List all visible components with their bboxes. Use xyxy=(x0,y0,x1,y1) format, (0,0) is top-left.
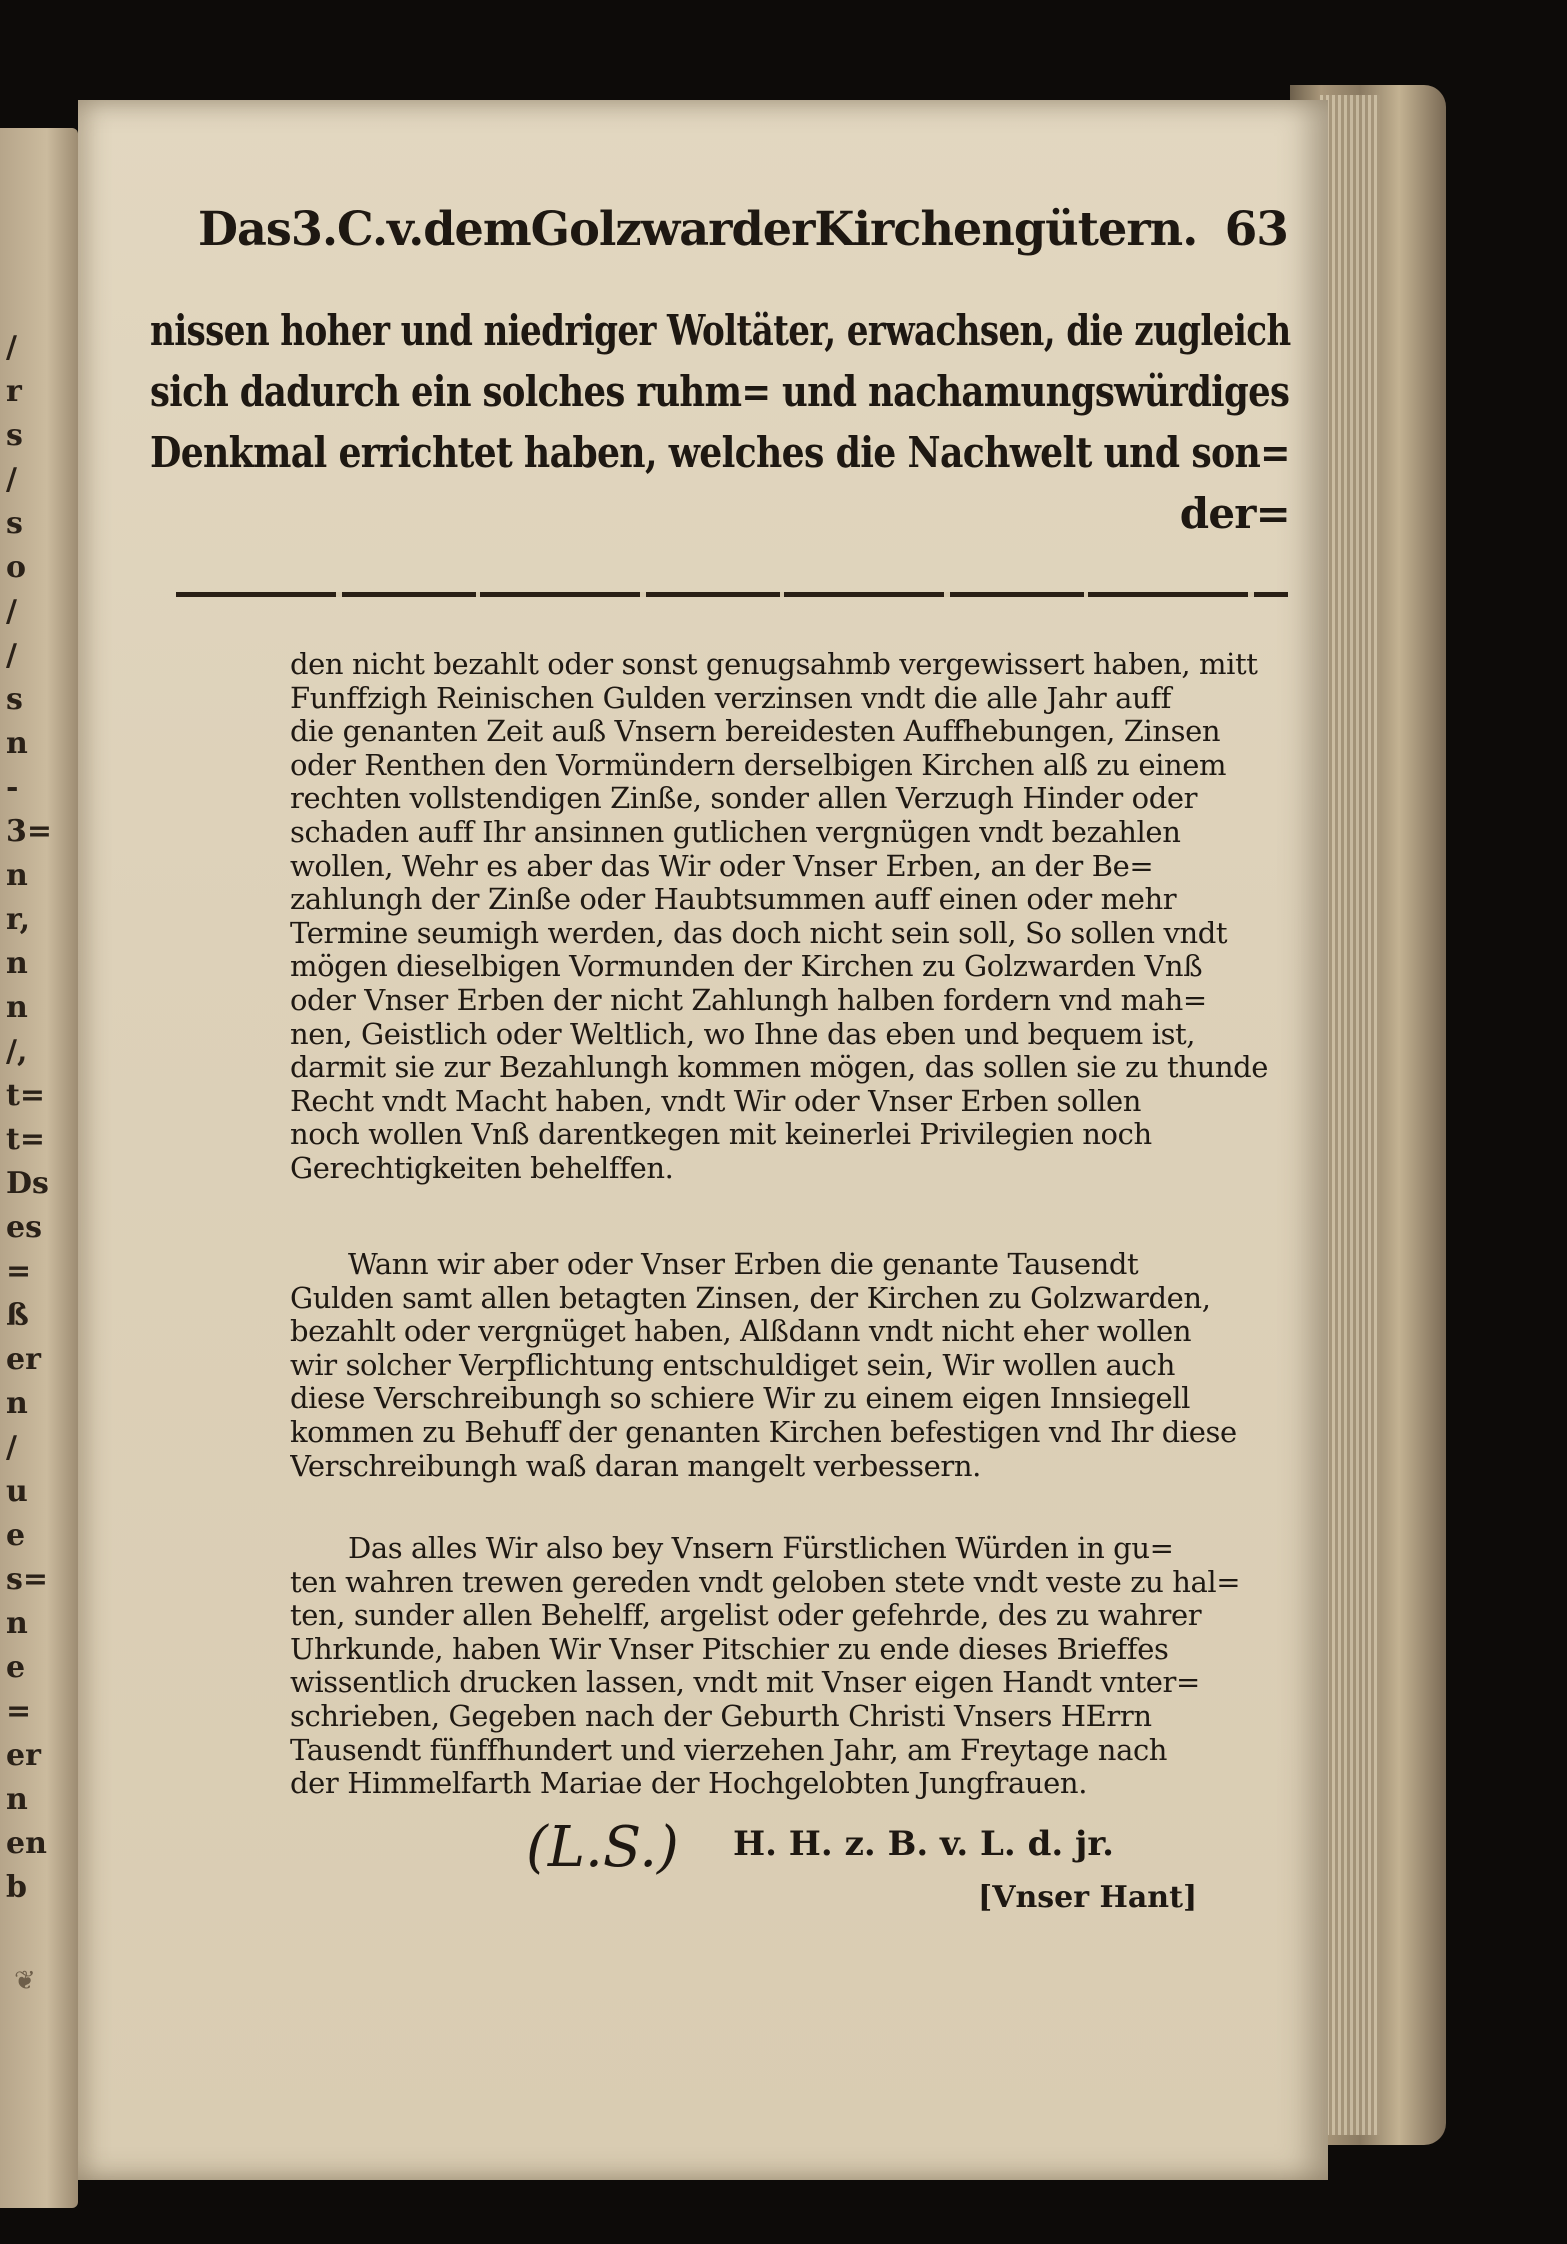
facing-page-glyph: n xyxy=(6,946,28,981)
text-line: Denkmal errichtet haben, welches die Nachwelt und son= xyxy=(150,428,1290,477)
facing-page-glyph: n xyxy=(6,726,28,761)
document-paragraph-3 xyxy=(290,1532,1290,1801)
document-line: ten wahren trewen gereden vndt geloben stete vndt veste zu hal= xyxy=(290,1565,1241,1599)
facing-page-glyph: s xyxy=(6,506,23,541)
document-line: zahlungh der Zinße oder Haubtsummen auff einen oder mehr xyxy=(290,883,1177,917)
fore-edge-pages xyxy=(1320,95,1380,2135)
document-line: kommen zu Behuff der genanten Kirchen befestigen vnd Ihr diese xyxy=(290,1415,1237,1449)
document-line: Funffzigh Reinischen Gulden verzinsen vndt die alle Jahr auff xyxy=(290,681,1172,715)
document-line: nen, Geistlich oder Weltlich, wo Ihne das eben und bequem ist, xyxy=(290,1017,1196,1051)
document-line: Gerechtigkeiten behelffen. xyxy=(290,1151,674,1185)
facing-page-glyph: r xyxy=(6,374,22,409)
document-line: Tausendt fünffhundert und vierzehen Jahr, am Freytage nach xyxy=(290,1733,1168,1767)
facing-page-glyph: = xyxy=(6,1694,32,1729)
facing-page-glyph: / xyxy=(6,638,17,673)
facing-page-glyph: r, xyxy=(6,902,31,937)
facing-page-glyph: n xyxy=(6,1386,28,1421)
running-head xyxy=(198,195,1288,265)
book-page xyxy=(78,100,1328,2180)
facing-page-glyph: en xyxy=(6,1826,47,1861)
document-line: Wann wir aber oder Vnser Erben die genante Tausendt xyxy=(348,1248,1139,1281)
document-line: oder Vnser Erben der nicht Zahlungh halben fordern vnd mah= xyxy=(290,983,1207,1017)
catchword: der= xyxy=(1179,489,1290,538)
facing-page-glyph: e xyxy=(6,1650,26,1685)
facing-page-glyph: er xyxy=(6,1738,41,1773)
facing-page-glyph: t= xyxy=(6,1122,45,1157)
facing-page-glyph: s= xyxy=(6,1562,49,1597)
facing-page-glyph: s xyxy=(6,682,23,717)
stain-mark: ❦ xyxy=(14,1966,36,1996)
document-line: schaden auff Ihr ansinnen gutlichen vergnügen vndt bezahlen xyxy=(290,815,1181,849)
document-line: der Himmelfarth Mariae der Hochgelobten Jungfrauen. xyxy=(290,1767,1088,1801)
document-line: Das alles Wir also bey Vnsern Fürstlichen Würden in gu= xyxy=(348,1532,1174,1565)
document-line: wollen, Wehr es aber das Wir oder Vnser Erben, an der Be= xyxy=(290,849,1154,883)
facing-page-glyph: ß xyxy=(6,1298,29,1333)
document-line: bezahlt oder vergnüget haben, Alßdann vndt nicht eher wollen xyxy=(290,1315,1192,1349)
upper-text-block xyxy=(150,300,1290,544)
document-line: wir solcher Verpflichtung entschuldiget sein, Wir wollen auch xyxy=(290,1348,1175,1382)
document-line: rechten vollstendigen Zinße, sonder allen Verzugh Hinder oder xyxy=(290,782,1198,816)
document-line: Termine seumigh werden, das doch nicht sein soll, So sollen vndt xyxy=(290,916,1228,950)
document-line: wissentlich drucken lassen, vndt mit Vnser eigen Handt vnter= xyxy=(290,1666,1200,1700)
signature-note: [Vnser Hant] xyxy=(978,1880,1198,1915)
document-line: Uhrkunde, haben Wir Vnser Pitschier zu ende dieses Brieffes xyxy=(290,1632,1169,1666)
facing-page-glyph: t= xyxy=(6,1078,45,1113)
document-paragraph-1 xyxy=(290,648,1290,1186)
facing-page-glyph: / xyxy=(6,462,17,497)
document-line: mögen dieselbigen Vormunden der Kirchen zu Golzwarden Vnß xyxy=(290,950,1203,984)
document-line: darmit sie zur Bezahlungh kommen mögen, das sollen sie zu thunde xyxy=(290,1051,1269,1085)
facing-page-glyph: o xyxy=(6,550,27,585)
document-line: den nicht bezahlt oder sonst genugsahmb vergewissert haben, mitt xyxy=(290,648,1258,681)
section-rule xyxy=(176,592,1288,597)
facing-page-glyph: b xyxy=(6,1870,27,1905)
facing-page-glyph: = xyxy=(6,1254,32,1289)
document-line: oder Renthen den Vormündern derselbigen Kirchen alß zu einem xyxy=(290,748,1227,782)
facing-page-glyph: /, xyxy=(6,1034,28,1069)
seal-mark: (L.S.) xyxy=(526,1815,679,1880)
document-line: die genanten Zeit auß Vnsern bereidesten Auffhebungen, Zinsen xyxy=(290,715,1221,749)
facing-page-glyph: / xyxy=(6,330,17,365)
facing-page-glyph: e xyxy=(6,1518,26,1553)
facing-page-glyph: n xyxy=(6,1606,28,1641)
facing-page-glyph: er xyxy=(6,1342,41,1377)
document-line: ten, sunder allen Behelff, argelist oder gefehrde, des zu wahrer xyxy=(290,1599,1202,1633)
facing-page-glyph: s xyxy=(6,418,23,453)
facing-page-glyph: n xyxy=(6,1782,28,1817)
facing-page-glyph: u xyxy=(6,1474,28,1509)
text-line: nissen hoher und niedriger Woltäter, erwachsen, die zugleich xyxy=(150,306,1291,355)
facing-page-glyph: es xyxy=(6,1210,42,1245)
signature: H. H. z. B. v. L. d. jr. xyxy=(733,1824,1114,1864)
text-line: sich dadurch ein solches ruhm= und nachamungswürdiges xyxy=(150,367,1290,416)
document-line: Recht vndt Macht haben, vndt Wir oder Vnser Erben sollen xyxy=(290,1084,1142,1118)
page-title: Das3.C.v.demGolzwarderKirchengütern. xyxy=(198,202,1198,257)
document-line: noch wollen Vnß darentkegen mit keinerlei Privilegien noch xyxy=(290,1118,1152,1152)
facing-page-glyph: / xyxy=(6,594,17,629)
document-line: schrieben, Gegeben nach der Geburth Christi Vnsers HErrn xyxy=(290,1699,1152,1733)
page-number: 63 xyxy=(1224,202,1288,257)
facing-page-glyph: n xyxy=(6,990,28,1025)
facing-page-glyph: - xyxy=(6,770,19,805)
facing-page-glyph: Ds xyxy=(6,1166,49,1201)
document-line: Gulden samt allen betagten Zinsen, der Kirchen zu Golzwarden, xyxy=(290,1281,1211,1315)
document-paragraph-2 xyxy=(290,1248,1290,1483)
document-line: Verschreibungh waß daran mangelt verbessern. xyxy=(290,1449,981,1483)
facing-page-glyph: / xyxy=(6,1430,17,1465)
document-line: diese Verschreibungh so schiere Wir zu einem eigen Innsiegell xyxy=(290,1382,1190,1416)
facing-page-glyph: 3= xyxy=(6,814,53,849)
facing-page-glyph: n xyxy=(6,858,28,893)
